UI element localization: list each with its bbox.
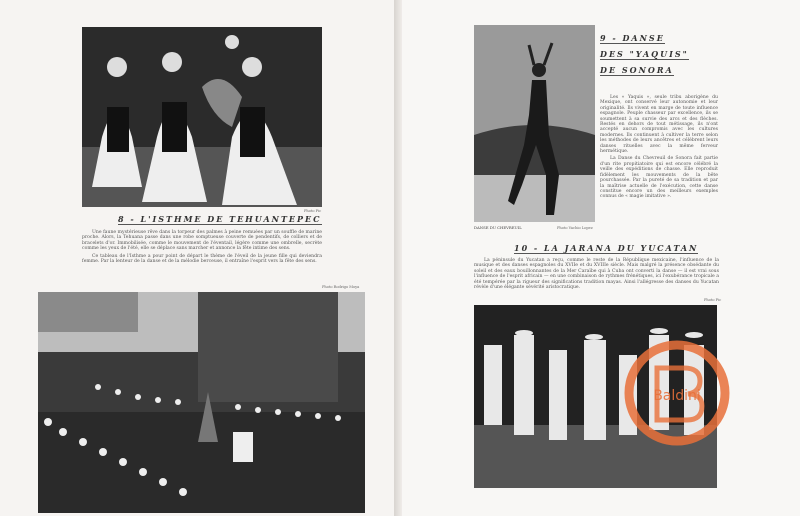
section-heading: DE SONORA bbox=[600, 65, 674, 75]
photo-credit: Photo Pic bbox=[304, 209, 322, 213]
photo-caption: DANSE DU CHEVREUIL bbox=[474, 225, 522, 230]
paragraph: Ce tableau de l'Isthme a pour point de départ le thème de l'éveil de la jeune fille qui deviendra femme. Par la lenteur de la danse et de la mélodie berceuse, il entraîne l'esprit vers la fête des sens. bbox=[82, 253, 322, 265]
photo-credit: Photo Vachio Lopez bbox=[557, 226, 593, 230]
photo-deer-dancer bbox=[474, 25, 595, 222]
paragraph: La Danse du Chevreuil de Sonora fait partie d'un rite propitiatoire qui est encore célébré la veille des expéditions de chasse. Elle reproduit fidèlement les mouvements de la bête pourchassée. Par la pureté de sa tradition et par la maîtrise actuelle de l'exécution, cette danse constitue encore un des meilleurs exemples connus de « magie imitative ». bbox=[600, 156, 718, 200]
section-heading: DES "YAQUIS" bbox=[600, 49, 689, 59]
photo-tehuana-dancers bbox=[82, 27, 322, 207]
paragraph: Les « Yaquis », seule tribu aborigène du Mexique, ont conservé leur autonomie et leur originalité. Ils vivent en marge de toute influence espagnole. Peuple chasseur par excellence, ils se soumettent à sa survie des arcs et des flèches. Restés en dehors de tout métissage, ils n'ont accepté aucun compromis avec les cultures modernes. Ils continuent à cultiver la terre selon les méthodes de leurs ancêtres et célèbrent leurs danses rituelles avec la même ferveur hermétique. bbox=[600, 95, 718, 155]
photo-credit: Photo Pic bbox=[704, 298, 722, 302]
section-heading: 10 - LA JARANA DU YUCATAN bbox=[514, 243, 699, 253]
page-gutter bbox=[394, 0, 402, 516]
photo-stage-dance bbox=[38, 292, 365, 513]
section-body bbox=[474, 258, 719, 292]
section-heading: 9 - DANSE bbox=[600, 33, 665, 43]
photo-credit: Photo Rodrigo Moya bbox=[322, 285, 360, 289]
section-body bbox=[82, 230, 322, 266]
left-page bbox=[0, 0, 394, 516]
section-body bbox=[600, 95, 718, 202]
right-page bbox=[402, 0, 800, 516]
watermark-text: Baldini bbox=[653, 388, 701, 404]
paragraph: Une faune mystérieuse rêve dans la torpeur des palmes à peine remuées par un souffle de marine proche. Alors, la Tehuana passe dans une robe somptueuse couverte de pendentifs, de colliers et de bracelets d'or. Immobilisée, comme le mouvement de l'éventail, légère comme une ombrelle, secrète comme les yeux de l'été, elle se déplace sans marcher et annonce la fête intime des sens. bbox=[82, 230, 322, 252]
section-heading: 8 - L'ISTHME DE TEHUANTEPEC bbox=[118, 214, 322, 224]
paragraph: La péninsule du Yucatan a reçu, comme le reste de la République mexicaine, l'influence de la musique et des danses espagnoles du XVIIe et du XVIIIe siècle. Mais malgré la présence obsédante du soleil et des eaux bouillonnantes de la Mer Caraïbe qui à Cuba ont converti la danse — il est vrai sous l'influence de l'esprit africain — en une combinaison de rythmes frénétiques, ici l'exubérance tropicale a été tempérée par la rigueur des significations tradition mayas. Ainsi l'allégresse des danses du Yucatan révèle d'une élégante sévérité aristocratique. bbox=[474, 258, 719, 291]
baldini-watermark-logo bbox=[622, 338, 732, 448]
